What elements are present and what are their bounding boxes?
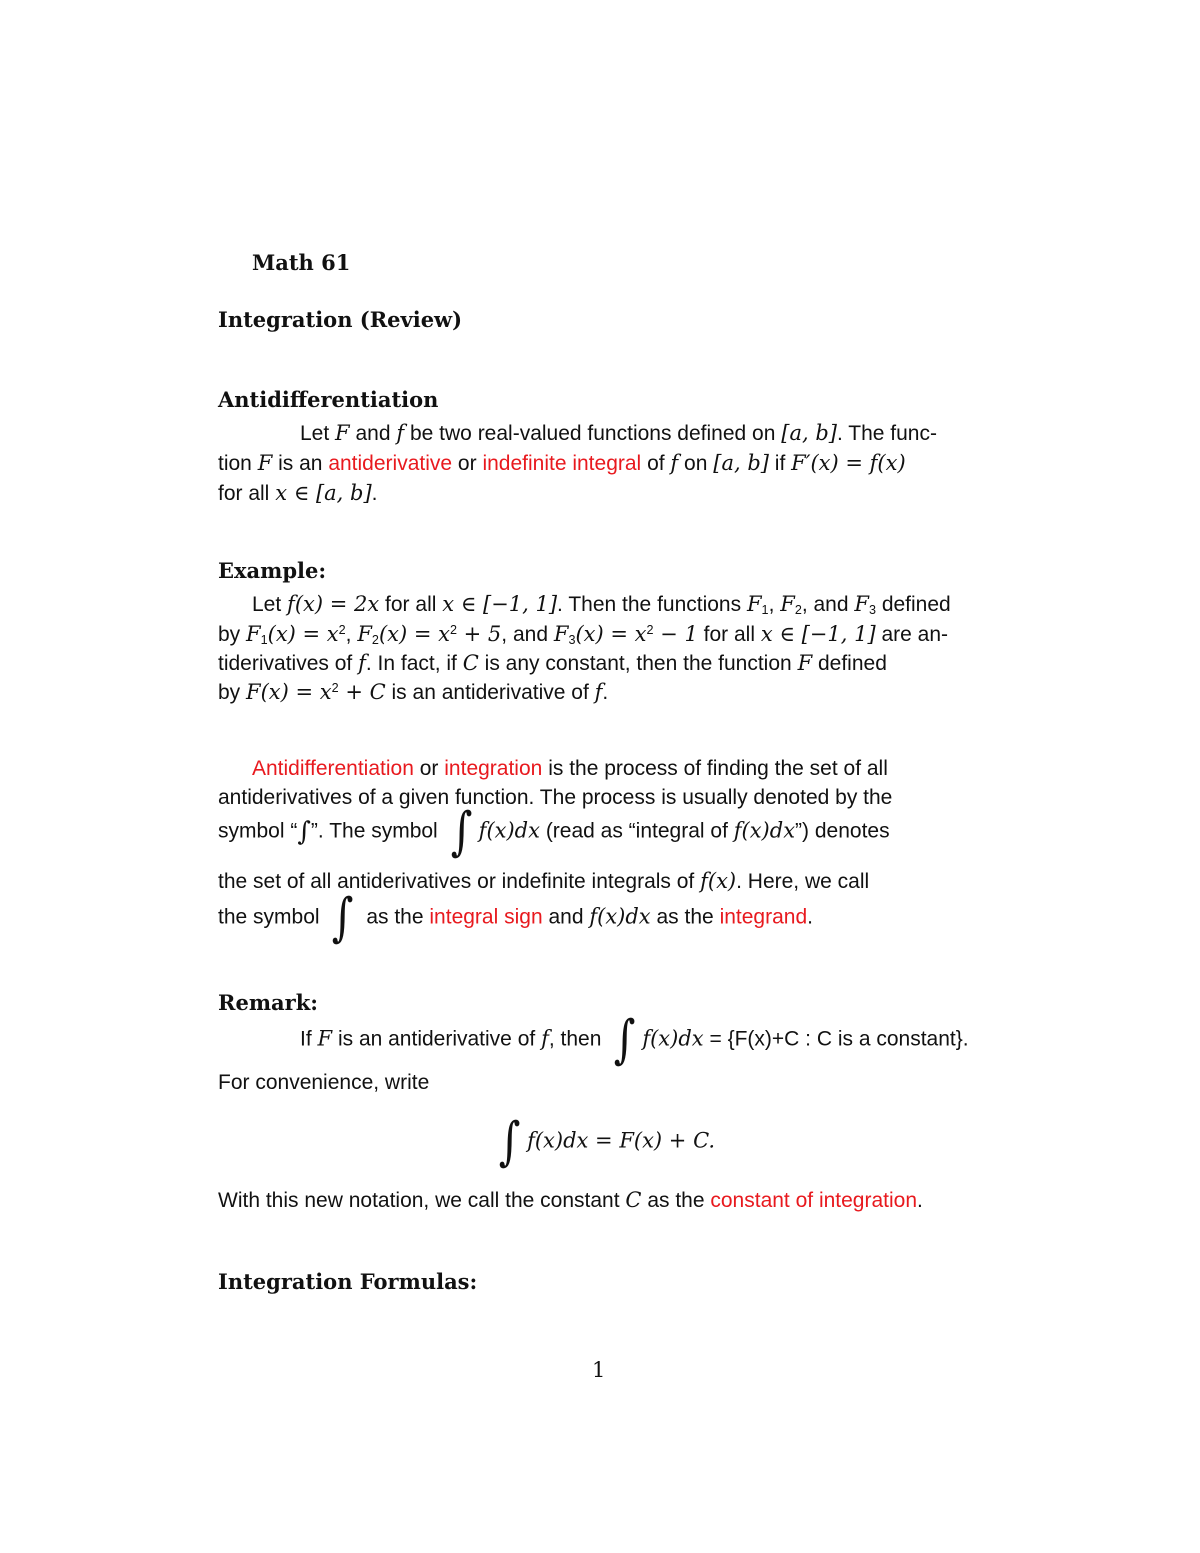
heading-integration-formulas: Integration Formulas:	[218, 1269, 478, 1294]
term-antidifferentiation: Antidifferentiation	[252, 757, 414, 780]
term-integration: integration	[444, 757, 543, 780]
example-line-4: by $F(x) = x^2 + C$ is an antiderivative of f.	[218, 680, 609, 704]
remark-display-equation: ∫ f(x)dx = F(x) + C.	[498, 1112, 716, 1172]
process-line-1: Antidifferentiation or integration is the process of finding the set of all	[252, 757, 888, 780]
remark-line-2: For convenience, write	[218, 1071, 430, 1094]
heading-antidifferentiation: Antidifferentiation	[218, 387, 439, 412]
example-line-2: by $F_1(x) = x^2$, $F_2(x) = x^2 + 5$, and $F_3(x) = x^2 - 1$ for all x ∈ [−1, 1] are an-	[218, 622, 949, 648]
heading-remark: Remark:	[218, 990, 319, 1015]
example-line-3: tiderivatives of f. In fact, if C is any constant, then the function F defined	[218, 651, 887, 675]
integral-symbol: ∫	[613, 1010, 636, 1070]
term-integral-sign: integral sign	[429, 905, 543, 929]
definition-line-3: for all x ∈ [a, b].	[218, 481, 378, 505]
definition-line-1: Let F and f be two real-valued functions defined on [a, b]. The func-	[300, 421, 937, 445]
integral-symbol: ∫	[297, 817, 311, 847]
term-antiderivative: antiderivative	[328, 452, 453, 475]
term-constant-of-integration: constant of integration	[710, 1189, 918, 1212]
definition-line-2: tion F is an antiderivative or indefinite integral of f on [a, b] if F′(x) = f(x)	[218, 451, 906, 475]
process-line-4: the set of all antiderivatives or indefinite integrals of f(x). Here, we call	[218, 869, 870, 893]
remark-line-3: With this new notation, we call the constant C as the constant of integration.	[218, 1188, 923, 1212]
remark-line-1: If F is an antiderivative of f, then ∫ f(x)dx = {F(x)+C : C is a constant}.	[300, 1010, 969, 1070]
term-integrand: integrand	[719, 905, 808, 929]
page-title: Integration (Review)	[218, 307, 463, 332]
process-line-5: the symbol ∫ as the integral sign and f(x)dx as the integrand.	[218, 888, 813, 948]
example-line-1: Let f(x) = 2x for all x ∈ [−1, 1]. Then the functions $F_1$, $F_2$, and $F_3$ defined	[252, 592, 951, 618]
heading-example: Example:	[218, 558, 327, 583]
process-line-3: symbol “∫”. The symbol ∫ f(x)dx (read as “integral of f(x)dx”) denotes	[218, 802, 890, 862]
term-indefinite-integral: indefinite integral	[482, 452, 642, 475]
integral-symbol: ∫	[450, 802, 472, 862]
page-number: 1	[592, 1358, 606, 1382]
process-line-2: antiderivatives of a given function. The process is usually denoted by the	[218, 786, 893, 809]
integral-symbol: ∫	[332, 888, 354, 948]
course-title: Math 61	[252, 250, 351, 275]
integral-symbol: ∫	[498, 1112, 521, 1172]
